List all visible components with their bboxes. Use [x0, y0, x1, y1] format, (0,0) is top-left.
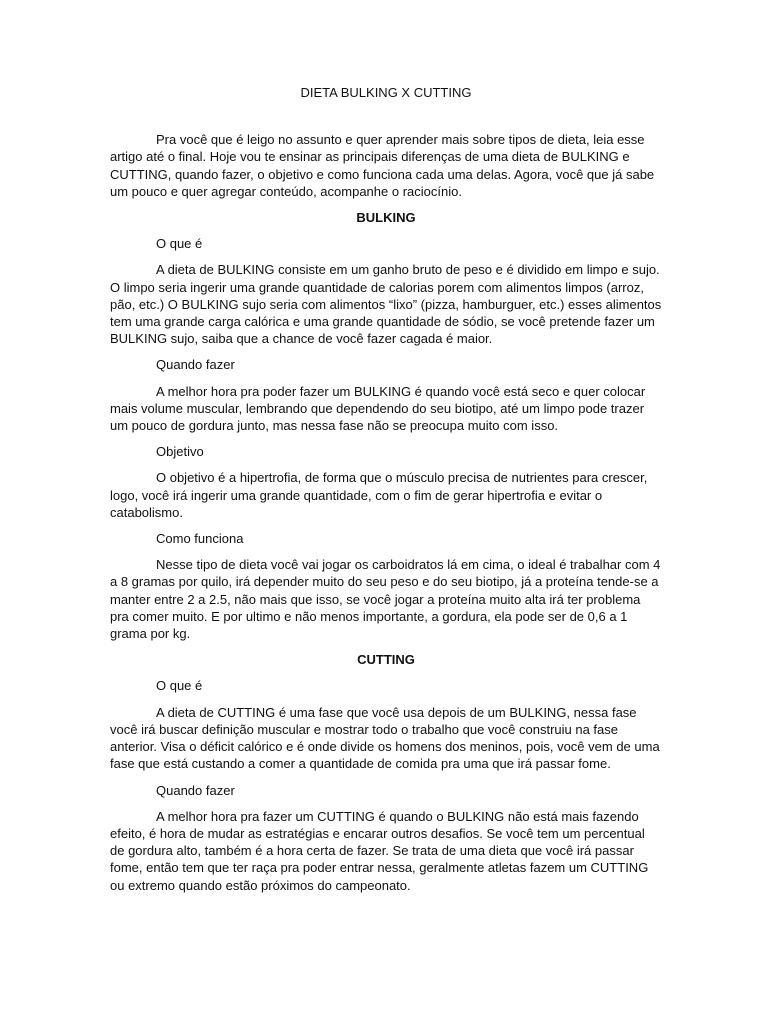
bulking-when-paragraph: A melhor hora pra poder fazer um BULKING é quando você está seco e quer colocar mais volume muscular, lembrando que dependendo do seu biotipo, até um limpo pode trazer um pouco de gordura junto, mas nessa fase não se preocupa muito com isso.	[110, 383, 646, 434]
bulking-what-paragraph: A dieta de BULKING consiste em um ganho bruto de peso e é dividido em limpo e sujo. O limpo seria ingerir uma grande quantidade de calorias porem com alimentos limpos (arroz, pão, etc.) O BULKING sujo seria com alimentos “lixo” (pizza, hamburguer, etc.) esses alimentos tem uma grande carga calórica e uma grande quantidade de sódio, se você pretende fazer um BULKING sujo, saiba que a chance de você fazer cagada é maior.	[110, 262, 662, 347]
cutting-what-paragraph: A dieta de CUTTING é uma fase que você usa depois de um BULKING, nessa fase você irá buscar definição muscular e mostrar todo o trabalho que você construiu na fase anterior. Visa o déficit calórico e é onde divide os homens dos meninos, pois, você vem de uma fase que está custando a comer a quantidade de comida pra uma que irá passar fome.	[110, 704, 660, 772]
bulking-goal-label: Objetivo	[156, 444, 204, 460]
bulking-how-paragraph: Nesse tipo de dieta você vai jogar os carboidratos lá em cima, o ideal é trabalhar com 4 a 8 gramas por quilo, irá depender muito do seu peso e do seu biotipo, já a proteína tende-se a manter entre 2 a 2.5, não mais que isso, se você jogar a proteína muito alta irá ter problema pra comer muito. E por ultimo e não menos importante, a gordura, ela pode ser de 0,6 a 1 grama por kg.	[110, 557, 661, 642]
section-heading-bulking: BULKING	[356, 210, 416, 226]
bulking-what-label: O que é	[156, 236, 203, 252]
bulking-when-label: Quando fazer	[156, 357, 235, 373]
cutting-what-label: O que é	[156, 678, 203, 694]
document-page	[110, 84, 662, 903]
cutting-when-label: Quando fazer	[156, 782, 235, 798]
intro-paragraph: Pra você que é leigo no assunto e quer aprender mais sobre tipos de dieta, leia esse artigo até o final. Hoje vou te ensinar as principais diferenças de uma dieta de BULKING e CUTTING, quando fazer, o objetivo e como funciona cada uma delas. Agora, você que já sabe um pouco e quer agregar conteúdo, acompanhe o raciocínio.	[110, 132, 655, 199]
bulking-goal-paragraph: O objetivo é a hipertrofia, de forma que o músculo precisa de nutrientes para crescer, logo, você irá ingerir uma grande quantidade, com o fim de gerar hipertrofia e evitar o catabolismo.	[110, 470, 648, 520]
document-title: DIETA BULKING X CUTTING	[300, 85, 472, 100]
section-heading-cutting: CUTTING	[357, 652, 415, 668]
cutting-when-paragraph: A melhor hora pra fazer um CUTTING é quando o BULKING não está mais fazendo efeito, é hora de mudar as estratégias e encarar outros desafios. Se você tem um percentual de gordura alto, também é a hora certa de fazer. Se trata de uma dieta que você irá passar fome, então tem que ter raça pra poder entrar nessa, geralmente atletas fazem um CUTTING ou extremo quando estão próximos do campeonato.	[110, 808, 649, 893]
bulking-how-label: Como funciona	[156, 531, 244, 547]
